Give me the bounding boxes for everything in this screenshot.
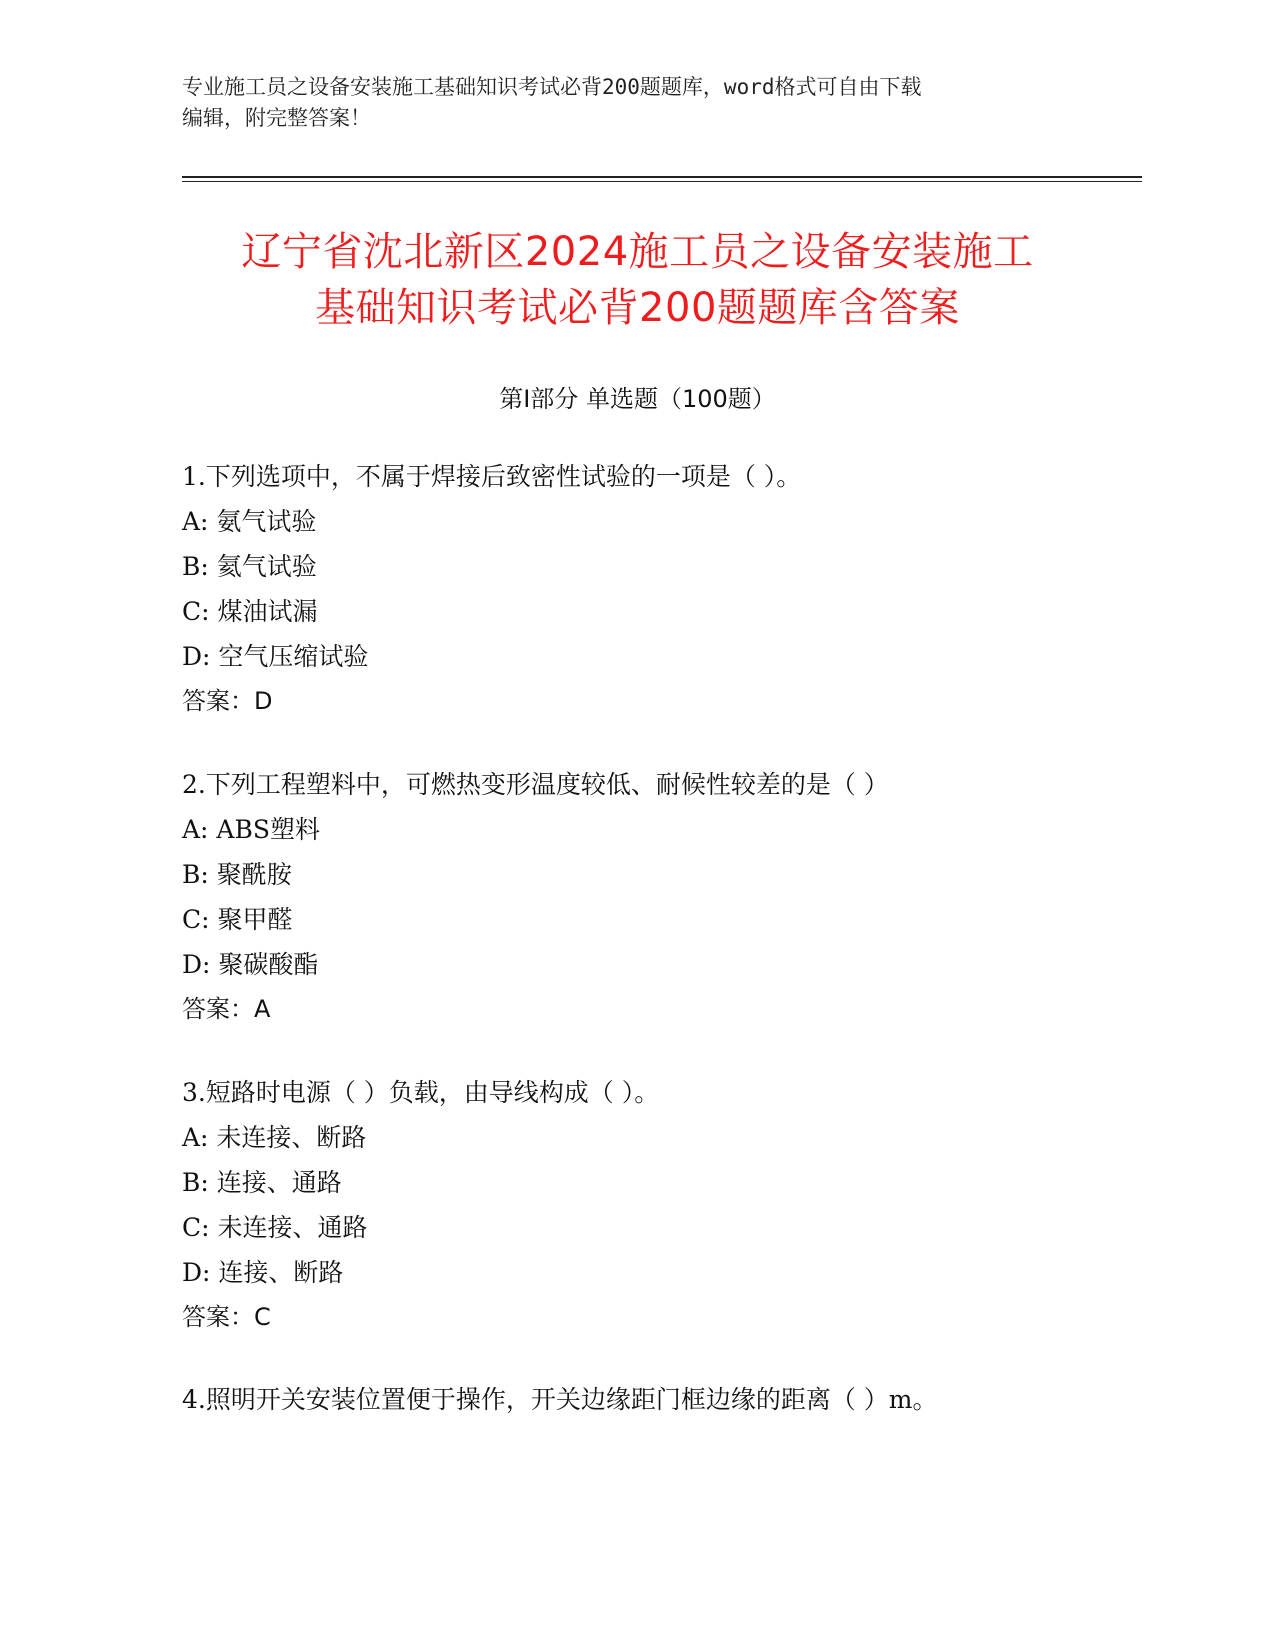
option-c: C: 未连接、通路 bbox=[182, 1213, 368, 1242]
option-d: D: 连接、断路 bbox=[182, 1258, 344, 1287]
option-a: A: 未连接、断路 bbox=[182, 1123, 367, 1152]
question-1 bbox=[182, 454, 1182, 724]
header-note bbox=[182, 72, 1082, 134]
document-title bbox=[140, 224, 1135, 336]
option-b: B: 聚酰胺 bbox=[182, 860, 292, 889]
option-a: A: ABS塑料 bbox=[182, 815, 320, 844]
header-divider-thick bbox=[182, 176, 1142, 178]
document-title-line-1: 辽宁省沈北新区2024施工员之设备安装施工 bbox=[241, 229, 1034, 275]
option-b: B: 氦气试验 bbox=[182, 552, 317, 581]
option-d: D: 空气压缩试验 bbox=[182, 642, 369, 671]
question-text: 3.短路时电源（ ）负载，由导线构成（ ）。 bbox=[182, 1078, 660, 1107]
option-c: C: 煤油试漏 bbox=[182, 597, 318, 626]
option-b: B: 连接、通路 bbox=[182, 1168, 342, 1197]
question-text: 4.照明开关安装位置便于操作，开关边缘距门框边缘的距离（ ）m。 bbox=[182, 1385, 938, 1414]
question-text: 2.下列工程塑料中，可燃热变形温度较低、耐候性较差的是（ ） bbox=[182, 770, 889, 799]
header-divider-thin bbox=[182, 181, 1142, 182]
section-heading: 第Ⅰ部分 单选题（100题） bbox=[499, 385, 776, 413]
answer: 答案：D bbox=[182, 687, 273, 715]
header-note-line-2: 编辑，附完整答案！ bbox=[182, 106, 371, 130]
option-a: A: 氨气试验 bbox=[182, 507, 317, 536]
answer: 答案：A bbox=[182, 995, 271, 1023]
document-title-line-2: 基础知识考试必背200题题库含答案 bbox=[315, 285, 960, 331]
question-3 bbox=[182, 1070, 1182, 1340]
question-2 bbox=[182, 762, 1182, 1032]
option-d: D: 聚碳酸酯 bbox=[182, 950, 319, 979]
question-text: 1.下列选项中，不属于焊接后致密性试验的一项是（ ）。 bbox=[182, 462, 802, 491]
answer: 答案：C bbox=[182, 1303, 271, 1331]
header-note-line-1: 专业施工员之设备安装施工基础知识考试必背200题题库，word格式可自由下载 bbox=[182, 75, 922, 99]
option-c: C: 聚甲醛 bbox=[182, 905, 293, 934]
question-4 bbox=[182, 1377, 1182, 1422]
